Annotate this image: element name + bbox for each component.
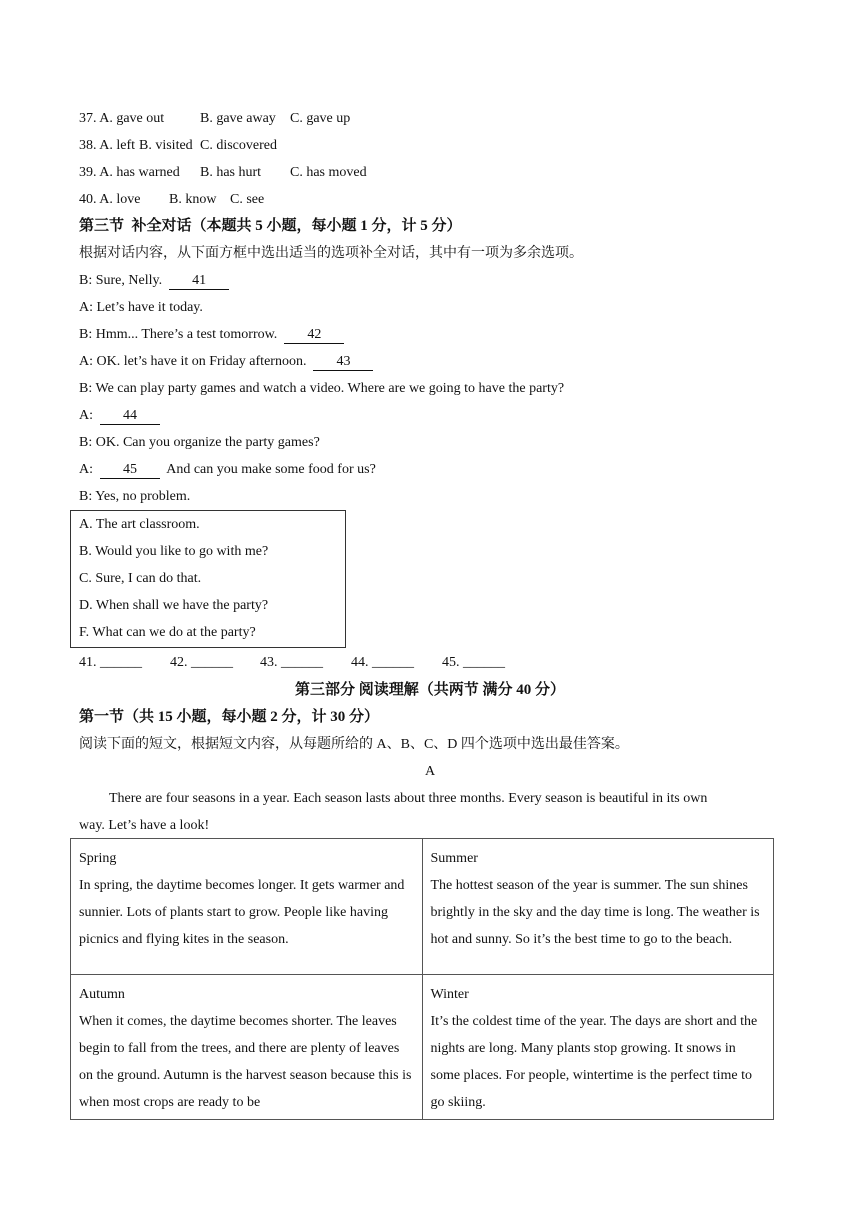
season-cell-summer: [422, 839, 774, 975]
season-title: Summer: [430, 851, 478, 866]
table-row: [71, 839, 774, 975]
dialogue-line: A: Let’s have it today.: [79, 300, 203, 315]
answer-blank-44[interactable]: 44. ______: [351, 655, 414, 670]
blank-43[interactable]: 43: [313, 354, 373, 371]
q40-option-c: C. see: [230, 192, 265, 207]
part3-section1-heading: 第一节（共 15 小题，每小题 2 分，计 30 分）: [79, 709, 380, 725]
blank-44[interactable]: 44: [100, 408, 160, 425]
option-f: F. What can we do at the party?: [79, 625, 256, 640]
table-row: [71, 975, 774, 1120]
season-text: When it comes, the daytime becomes shorter. The leaves begin to fall from the trees, and there are plenty of leaves on the ground. Autumn is the harvest season because this is when most crops are ready to be: [79, 1014, 412, 1110]
season-title: Spring: [79, 851, 117, 866]
option-a: A. The art classroom.: [79, 517, 200, 532]
season-title: Autumn: [79, 987, 125, 1002]
passage-intro-line2: way. Let’s have a look!: [79, 818, 210, 833]
q37-option-a: 37. A. gave out: [79, 111, 165, 126]
options-box: [70, 510, 346, 648]
dialogue-line: B: Sure, Nelly. 41: [79, 272, 229, 290]
section3-instruction: 根据对话内容，从下面方框中选出适当的选项补全对话，其中有一项为多余选项。: [79, 246, 583, 261]
season-text: In spring, the daytime becomes longer. It gets warmer and sunnier. Lots of plants start to grow. People like having picnics and flying kites in the season.: [79, 878, 405, 947]
answer-blank-45[interactable]: 45. ______: [442, 655, 505, 670]
answer-blank-42[interactable]: 42. ______: [170, 655, 233, 670]
part3-instruction: 阅读下面的短文，根据短文内容，从每题所给的 A、B、C、D 四个选项中选出最佳答案。: [79, 737, 629, 752]
q40-option-b: B. know: [169, 192, 217, 207]
passage-label: A: [424, 764, 436, 779]
blank-41[interactable]: 41: [169, 273, 229, 290]
option-d: D. When shall we have the party?: [79, 598, 269, 613]
q39-option-c: C. has moved: [290, 165, 367, 180]
dialogue-line: B: Yes, no problem.: [79, 489, 191, 504]
blank-45[interactable]: 45: [100, 462, 160, 479]
q37-option-c: C. gave up: [290, 111, 351, 126]
dialogue-line: A: 44: [79, 407, 160, 425]
section3-heading: 第三节 补全对话（本题共 5 小题，每小题 1 分，计 5 分）: [79, 218, 462, 234]
q38-option-a: 38. A. left: [79, 138, 135, 153]
q37-option-b: B. gave away: [200, 111, 276, 126]
q39-option-a: 39. A. has warned: [79, 165, 180, 180]
season-text: It’s the coldest time of the year. The days are short and the nights are long. Many plants stop growing. It snows in some places. For people, wintertime is the perfect time to go skiing.: [430, 1014, 758, 1110]
option-c: C. Sure, I can do that.: [79, 571, 202, 586]
q38-option-b: B. visited: [139, 138, 193, 153]
season-title: Winter: [430, 987, 469, 1002]
dialogue-line: A: 45 And can you make some food for us?: [79, 462, 376, 477]
answer-blank-43[interactable]: 43. ______: [260, 655, 323, 670]
blank-42[interactable]: 42: [284, 327, 344, 344]
answer-blank-41[interactable]: 41. ______: [79, 655, 142, 670]
q40-option-a: 40. A. love: [79, 192, 141, 207]
dialogue-line: A: OK. let’s have it on Friday afternoon. 43: [79, 353, 373, 371]
option-b: B. Would you like to go with me?: [79, 544, 269, 559]
dialogue-line: B: Hmm... There’s a test tomorrow. 42: [79, 326, 344, 344]
passage-intro-line1: There are four seasons in a year. Each season lasts about three months. Every season is beautiful in its own: [109, 791, 708, 806]
seasons-table: [70, 838, 774, 1120]
q38-option-c: C. discovered: [200, 138, 277, 153]
season-cell-winter: [422, 975, 774, 1120]
dialogue-line: B: OK. Can you organize the party games?: [79, 435, 320, 450]
season-cell-autumn: [71, 975, 423, 1120]
dialogue-line: B: We can play party games and watch a video. Where are we going to have the party?: [79, 381, 565, 396]
season-cell-spring: [71, 839, 423, 975]
part3-heading: 第三部分 阅读理解（共两节 满分 40 分）: [294, 682, 565, 698]
q39-option-b: B. has hurt: [200, 165, 262, 180]
season-text: The hottest season of the year is summer. The sun shines brightly in the sky and the day time is long. The weather is hot and sunny. So it’s the best time to go to the beach.: [430, 878, 760, 947]
